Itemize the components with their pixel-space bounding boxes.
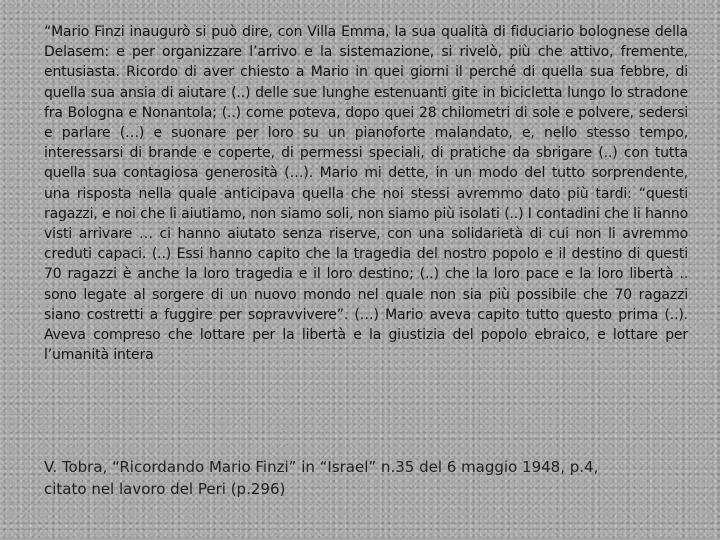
quote-paragraph: “Mario Finzi inaugurò si può dire, con Villa Emma, la sua qualità di fiduciario bolognese della Delasem: e per organizzare l’arrivo e la sistemazione, si rivelò, più che attivo, fremente, entusiasta. Ricordo di aver chiesto a Mario in quei giorni il perché di quella sua febbre, di quella sua ansia di aiutare (..) delle sue lunghe estenuanti gite in bicicletta lungo lo stradone fra Bologna e Nonantola; (..) come poteva, dopo quei 28 chilometri di sole e polvere, sedersi e parlare (…) e suonare per loro su un pianoforte malandato, e, nello stesso tempo, interessarsi di brande e coperte, di permessi speciali, di pratiche da sbrigare (..) con tutta quella sua contagiosa generosità (…). Mario mi dette, in un modo del tutto sorprendente, una risposta nella quale anticipava quella che noi stessi avremmo dato più tardi: “questi ragazzi, e noi che li aiutiamo, non siamo soli, non siamo più isolati (..) I contadini che li hanno visti arrivare … ci hanno aiutato senza riserve, con una solidarietà di cui non li avremmo creduti capaci. (..) Essi hanno capito che la tragedia del nostro popolo e il destino di questi 70 ragazzi è anche la loro tragedia e il loro destino; (..) che la loro pace e la loro libertà .. sono legate al sorgere di un nuovo mondo nel quale non sia più possibile che 70 ragazzi siano costretti a fuggire per sopravvivere”. (…) Mario aveva capito tutto questo prima (..). Aveva compreso che lottare per la libertà e la giustizia del popolo ebraico, e lottare per l’umanità intera [44, 24, 688, 364]
source-citation: V. Tobra, “Ricordando Mario Finzi” in “Israel” n.35 del 6 maggio 1948, p.4, citato nel lavoro del Peri (p.296) [44, 458, 599, 498]
